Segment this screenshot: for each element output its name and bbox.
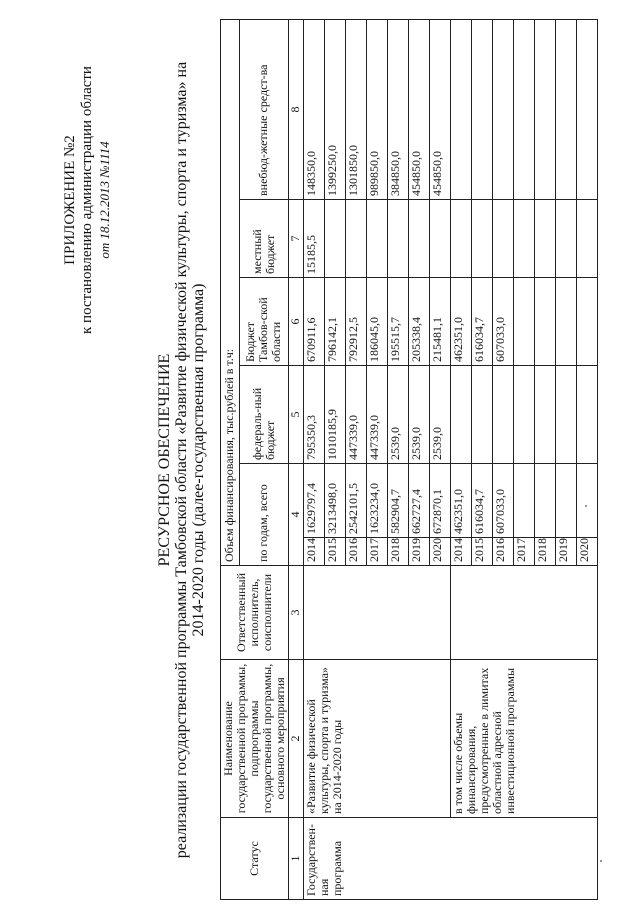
local-cell	[472, 200, 493, 278]
local-cell	[346, 200, 367, 278]
col-number: 2	[289, 660, 304, 818]
decree-line: к постановлению администрации области	[79, 66, 95, 334]
total-cell: 616034,7	[472, 464, 493, 538]
extra-cell: 454850,0	[430, 19, 451, 199]
federal-cell: 795350,3	[304, 366, 325, 464]
investment-name: в том числе объемы финансирования, предусмотренные в лимитах областной адресной инвестиционной программы	[451, 660, 598, 818]
extra-cell: 384850,0	[388, 19, 409, 199]
total-cell	[535, 464, 556, 538]
federal-cell	[514, 366, 535, 464]
total-cell: 462351,0	[451, 464, 472, 538]
total-cell: 3213498,0	[325, 464, 346, 538]
program-status: Государствен-ная программа	[304, 818, 598, 900]
federal-cell	[493, 366, 514, 464]
federal-cell: 2539,0	[409, 366, 430, 464]
local-cell	[367, 200, 388, 278]
extra-cell: 1399250,0	[325, 19, 346, 199]
year-cell: 2015	[472, 538, 493, 566]
header-local: местный бюджет	[239, 200, 288, 278]
regional-cell: 462351,0	[451, 278, 472, 366]
total-cell: 2542101,5	[346, 464, 367, 538]
year-cell: 2016	[493, 538, 514, 566]
regional-cell: 205338,4	[409, 278, 430, 366]
local-cell	[493, 200, 514, 278]
col-number: 5	[289, 366, 304, 464]
title-line-3: 2014-2020 годы (далее-государственная программа)	[190, 283, 207, 637]
header-total: по годам, всего	[239, 464, 288, 566]
federal-cell	[556, 366, 577, 464]
year-cell: 2018	[535, 538, 556, 566]
local-cell	[451, 200, 472, 278]
regional-cell	[514, 278, 535, 366]
extra-cell: 148350,0	[304, 19, 325, 199]
total-cell: 662727,4	[409, 464, 430, 538]
year-cell: 2020	[577, 538, 598, 566]
appendix-title: ПРИЛОЖЕНИЕ №2	[62, 135, 78, 265]
header-status: Статус	[221, 818, 289, 900]
regional-cell	[577, 278, 598, 366]
year-cell: 2019	[409, 538, 430, 566]
federal-cell	[577, 366, 598, 464]
rotated-sheet	[60, 20, 620, 900]
extra-cell	[535, 19, 556, 199]
year-cell: 2020	[430, 538, 451, 566]
total-cell	[514, 464, 535, 538]
header-executor: Ответственный исполнитель, соисполнители	[221, 566, 289, 660]
total-cell: 1623234,0	[367, 464, 388, 538]
appendix-header	[62, 20, 113, 380]
total-cell	[556, 464, 577, 538]
program-name: «Развитие физической культуры, спорта и туризма» на 2014-2020 годы	[304, 660, 451, 818]
scan-speck	[600, 860, 602, 862]
col-number: 4	[289, 464, 304, 566]
year-cell: 2017	[367, 538, 388, 566]
regional-cell: 215481,1	[430, 278, 451, 366]
header-name: Наименование государственной программы, подпрограммы государственной программы, основного мероприятия	[221, 660, 289, 818]
extra-cell	[556, 19, 577, 199]
col-number: 8	[289, 19, 304, 199]
document-title	[156, 20, 207, 900]
total-cell: 582904,7	[388, 464, 409, 538]
decree-date-signature: от 18.12.2013 №1114	[97, 141, 112, 259]
extra-cell: 454850,0	[409, 19, 430, 199]
local-cell	[556, 200, 577, 278]
local-cell	[409, 200, 430, 278]
extra-cell	[514, 19, 535, 199]
scan-speck	[585, 505, 587, 507]
extra-cell: 989850,0	[367, 19, 388, 199]
header-regional: Бюджет Тамбов-ской области	[239, 278, 288, 366]
year-cell: 2018	[388, 538, 409, 566]
table-row	[304, 19, 325, 899]
extra-cell	[577, 19, 598, 199]
local-cell	[577, 200, 598, 278]
col-number: 6	[289, 278, 304, 366]
total-cell	[577, 464, 598, 538]
year-cell: 2015	[325, 538, 346, 566]
year-cell: 2014	[304, 538, 325, 566]
extra-cell: 1301850,0	[346, 19, 367, 199]
local-cell	[430, 200, 451, 278]
resource-table	[220, 19, 598, 900]
federal-cell	[472, 366, 493, 464]
extra-cell	[472, 19, 493, 199]
federal-cell	[535, 366, 556, 464]
regional-cell: 616034,7	[472, 278, 493, 366]
federal-cell: 2539,0	[430, 366, 451, 464]
extra-cell	[493, 19, 514, 199]
local-cell	[514, 200, 535, 278]
table-body	[304, 19, 598, 899]
federal-cell: 447339,0	[346, 366, 367, 464]
federal-cell: 1010185,9	[325, 366, 346, 464]
year-cell: 2016	[346, 538, 367, 566]
investment-executor	[451, 566, 598, 660]
year-cell: 2019	[556, 538, 577, 566]
title-line-1: РЕСУРСНОЕ ОБЕСПЕЧЕНИЕ	[156, 353, 173, 567]
regional-cell	[535, 278, 556, 366]
federal-cell: 447339,0	[367, 366, 388, 464]
federal-cell: 2539,0	[388, 366, 409, 464]
program-executor	[304, 566, 451, 660]
col-number: 7	[289, 200, 304, 278]
regional-cell: 792912,5	[346, 278, 367, 366]
regional-cell: 670911,6	[304, 278, 325, 366]
local-cell	[325, 200, 346, 278]
header-financing: Объем финансирования, тыс.рублей в т.ч:	[221, 19, 240, 565]
total-cell: 1629797,4	[304, 464, 325, 538]
regional-cell: 195515,7	[388, 278, 409, 366]
local-cell	[535, 200, 556, 278]
regional-cell: 607033,0	[493, 278, 514, 366]
regional-cell: 186045,0	[367, 278, 388, 366]
header-federal: федераль-ный бюджет	[239, 366, 288, 464]
federal-cell	[451, 366, 472, 464]
local-cell	[388, 200, 409, 278]
year-cell: 2017	[514, 538, 535, 566]
extra-cell	[451, 19, 472, 199]
total-cell: 672870,1	[430, 464, 451, 538]
title-line-2: реализации государственной программы Тамбовской области «Развитие физической культуры, спорта и туризма» на	[173, 61, 190, 859]
regional-cell: 796142,1	[325, 278, 346, 366]
regional-cell	[556, 278, 577, 366]
local-cell: 15185,5	[304, 200, 325, 278]
total-cell: 607033,0	[493, 464, 514, 538]
header-extra: внебюд-жетные средст-ва	[239, 19, 288, 199]
col-number: 3	[289, 566, 304, 660]
col-number: 1	[289, 818, 304, 900]
year-cell: 2014	[451, 538, 472, 566]
table-row	[451, 19, 472, 899]
